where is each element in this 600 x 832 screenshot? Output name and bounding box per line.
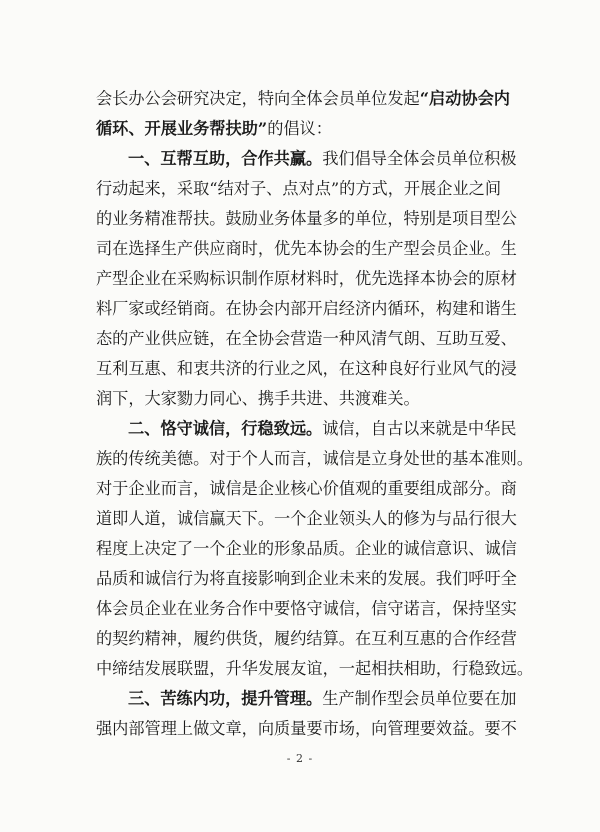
- section1-line: 的业务精准帮扶。鼓励业务体量多的单位，特别是项目型公: [96, 209, 517, 228]
- intro-text: 会长办公会研究决定，特向全体会员单位发起: [96, 89, 420, 108]
- section2-line: 族的传统美德。对于个人而言，诚信是立身处世的基本准则。: [96, 449, 534, 468]
- section1-first-line: [128, 144, 517, 174]
- section1-line: 料厂家或经销商。在协会内部开启经济内循环，构建和谐生: [96, 299, 517, 318]
- section1-line: 行动起来，采取“结对子、点对点”的方式，开展企业之间: [96, 179, 502, 198]
- section2-line: 体会员企业在业务合作中要恪守诚信，信守诺言，保持坚实: [96, 599, 517, 618]
- section1-line: 润下，大家勠力同心、携手共进、共渡难关。: [96, 389, 420, 408]
- section1-line: 产型企业在采购标识制作原材料时，优先选择本协会的原材: [96, 269, 517, 288]
- section1-line: 司在选择生产供应商时，优先本协会的生产型会员企业。生: [96, 239, 517, 258]
- section2-line: 中缔结发展联盟，升华发展友谊，一起相扶相助，行稳致远。: [96, 659, 534, 678]
- intro-text-end: 的倡议：: [267, 119, 332, 138]
- section2-line: 的契约精神，履约供货，履约结算。在互利互惠的合作经营: [96, 629, 517, 648]
- section1-heading: 一、互帮互助，合作共赢。: [128, 149, 323, 168]
- intro-line-2: [96, 114, 494, 144]
- section1-line: 态的产业供应链，在全协会营造一种风清气朗、互助互爱、: [96, 329, 517, 348]
- section3-text: 生产制作型会员单位要在加: [322, 689, 517, 708]
- initiative-title-part-1: “启动协会内: [419, 89, 510, 108]
- section2-first-line: [128, 414, 517, 444]
- initiative-title-part-2: 循环、开展业务帮扶助”: [96, 119, 268, 138]
- section2-line: 道即人道，诚信赢天下。一个企业领头人的修为与品行很大: [96, 509, 517, 528]
- section3-heading: 三、苦练内功，提升管理。: [128, 689, 323, 708]
- section2-line: 程度上决定了一个企业的形象品质。企业的诚信意识、诚信: [96, 539, 517, 558]
- section3-first-line: [128, 684, 517, 714]
- section2-text: 诚信，自古以来就是中华民: [322, 419, 517, 438]
- page-number: - 2 -: [286, 752, 314, 765]
- intro-line-1: [96, 84, 510, 114]
- section2-heading: 二、恪守诚信，行稳致远。: [128, 419, 323, 438]
- section2-line: 对于企业而言，诚信是企业核心价值观的重要组成部分。商: [96, 479, 517, 498]
- section1-line: 互利互惠、和衷共济的行业之风，在这种良好行业风气的浸: [96, 359, 517, 378]
- section3-line: 强内部管理上做文章，向质量要市场，向管理要效益。要不: [96, 719, 517, 738]
- section1-text: 我们倡导全体会员单位积极: [322, 149, 517, 168]
- section2-line: 品质和诚信行为将直接影响到企业未来的发展。我们呼吁全: [96, 569, 517, 588]
